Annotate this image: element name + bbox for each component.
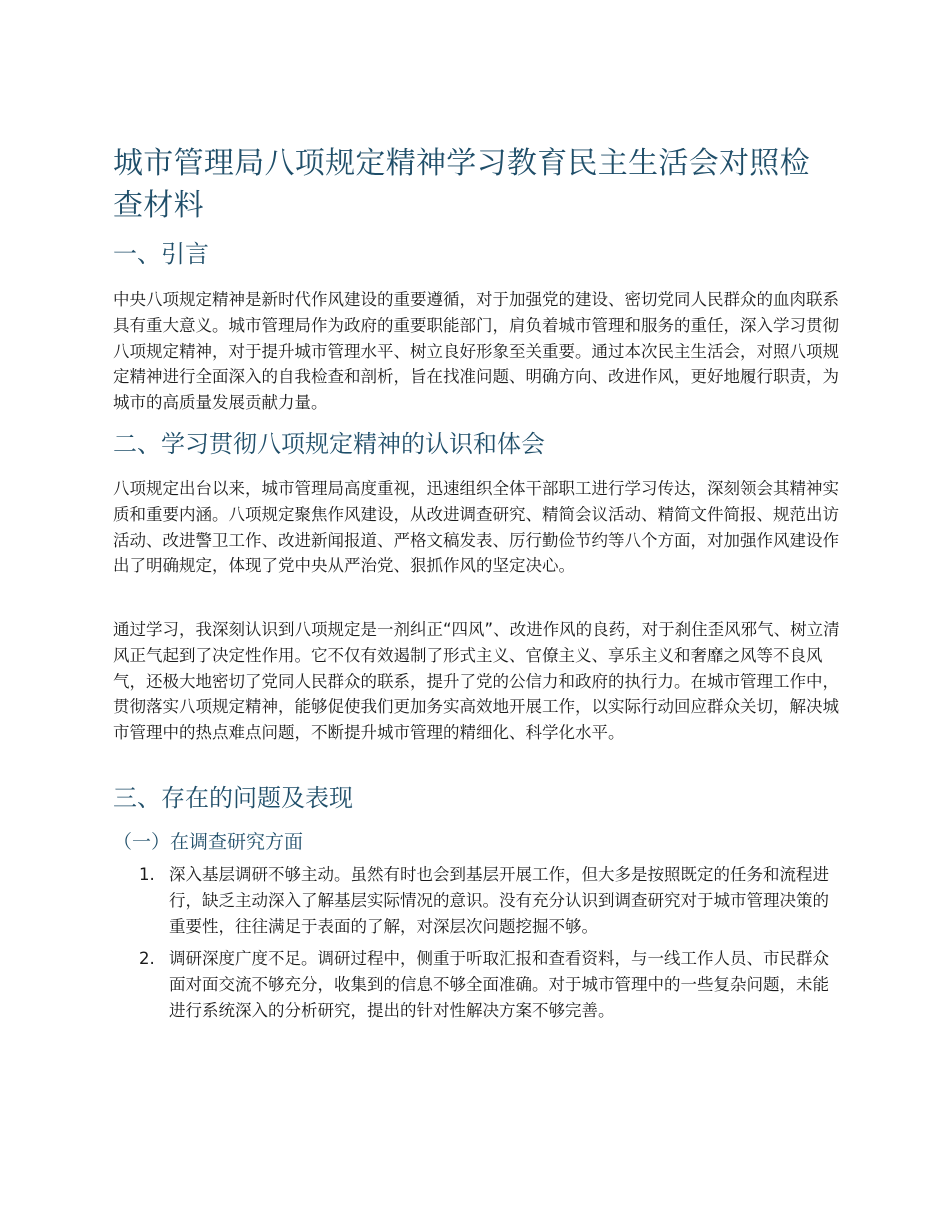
document-title: 城市管理局八项规定精神学习教育民主生活会对照检查材料 [113,146,810,223]
list-item-text: 调研深度广度不足。调研过程中，侧重于听取汇报和查看资料，与一线工作人员、市民群众面对面交流不够充分，收集到的信息不够全面准确。对于城市管理中的一些复杂问题，未能进行系统深入的分析研究，提出的针对性解决方案不够完善。 [169,949,829,1020]
list-item-number: 1. [139,865,155,884]
section-heading-problems: 三、存在的问题及表现 [113,784,353,812]
problem-list [113,862,840,1031]
subsection-heading-research: （一）在调查研究方面 [113,831,304,853]
paragraph-understanding-2: 通过学习，我深刻认识到八项规定是一剂纠正“四风”、改进作风的良药，对于刹住歪风邪气、树立清风正气起到了决定性作用。它不仅有效遏制了形式主义、官僚主义、享乐主义和奢靡之风等不良风气，还极大地密切了党同人民群众的联系，提升了党的公信力和政府的执行力。在城市管理工作中，贯彻落实八项规定精神，能够促使我们更加务实高效地开展工作，以实际行动回应群众关切，解决城市管理中的热点难点问题，不断提升城市管理的精细化、科学化水平。 [113,620,840,743]
section-heading-understanding: 二、学习贯彻八项规定精神的认识和体会 [113,430,545,458]
section-heading-introduction: 一、引言 [113,240,209,268]
list-item-number: 2. [139,949,155,969]
paragraph-introduction: 中央八项规定精神是新时代作风建设的重要遵循，对于加强党的建设、密切党同人民群众的血肉联系具有重大意义。城市管理局作为政府的重要职能部门，肩负着城市管理和服务的重任，深入学习贯彻八项规定精神，对于提升城市管理水平、树立良好形象至关重要。通过本次民主生活会，对照八项规定精神进行全面深入的自我检查和剖析，旨在找准问题、明确方向、改进作风，更好地履行职责，为城市的高质量发展贡献力量。 [113,290,839,413]
list-item [113,862,840,939]
list-item [113,946,840,1023]
list-item-text: 深入基层调研不够主动。虽然有时也会到基层开展工作，但大多是按照既定的任务和流程进行，缺乏主动深入了解基层实际情况的意识。没有充分认识到调查研究对于城市管理决策的重要性，往往满足于表面的了解，对深层次问题挖掘不够。 [169,865,829,936]
paragraph-understanding-1: 八项规定出台以来，城市管理局高度重视，迅速组织全体干部职工进行学习传达，深刻领会其精神实质和重要内涵。八项规定聚焦作风建设，从改进调查研究、精简会议活动、精简文件简报、规范出访活动、改进警卫工作、改进新闻报道、严格文稿发表、厉行勤俭节约等八个方面，对加强作风建设作出了明确规定，体现了党中央从严治党、狠抓作风的坚定决心。 [113,479,839,576]
